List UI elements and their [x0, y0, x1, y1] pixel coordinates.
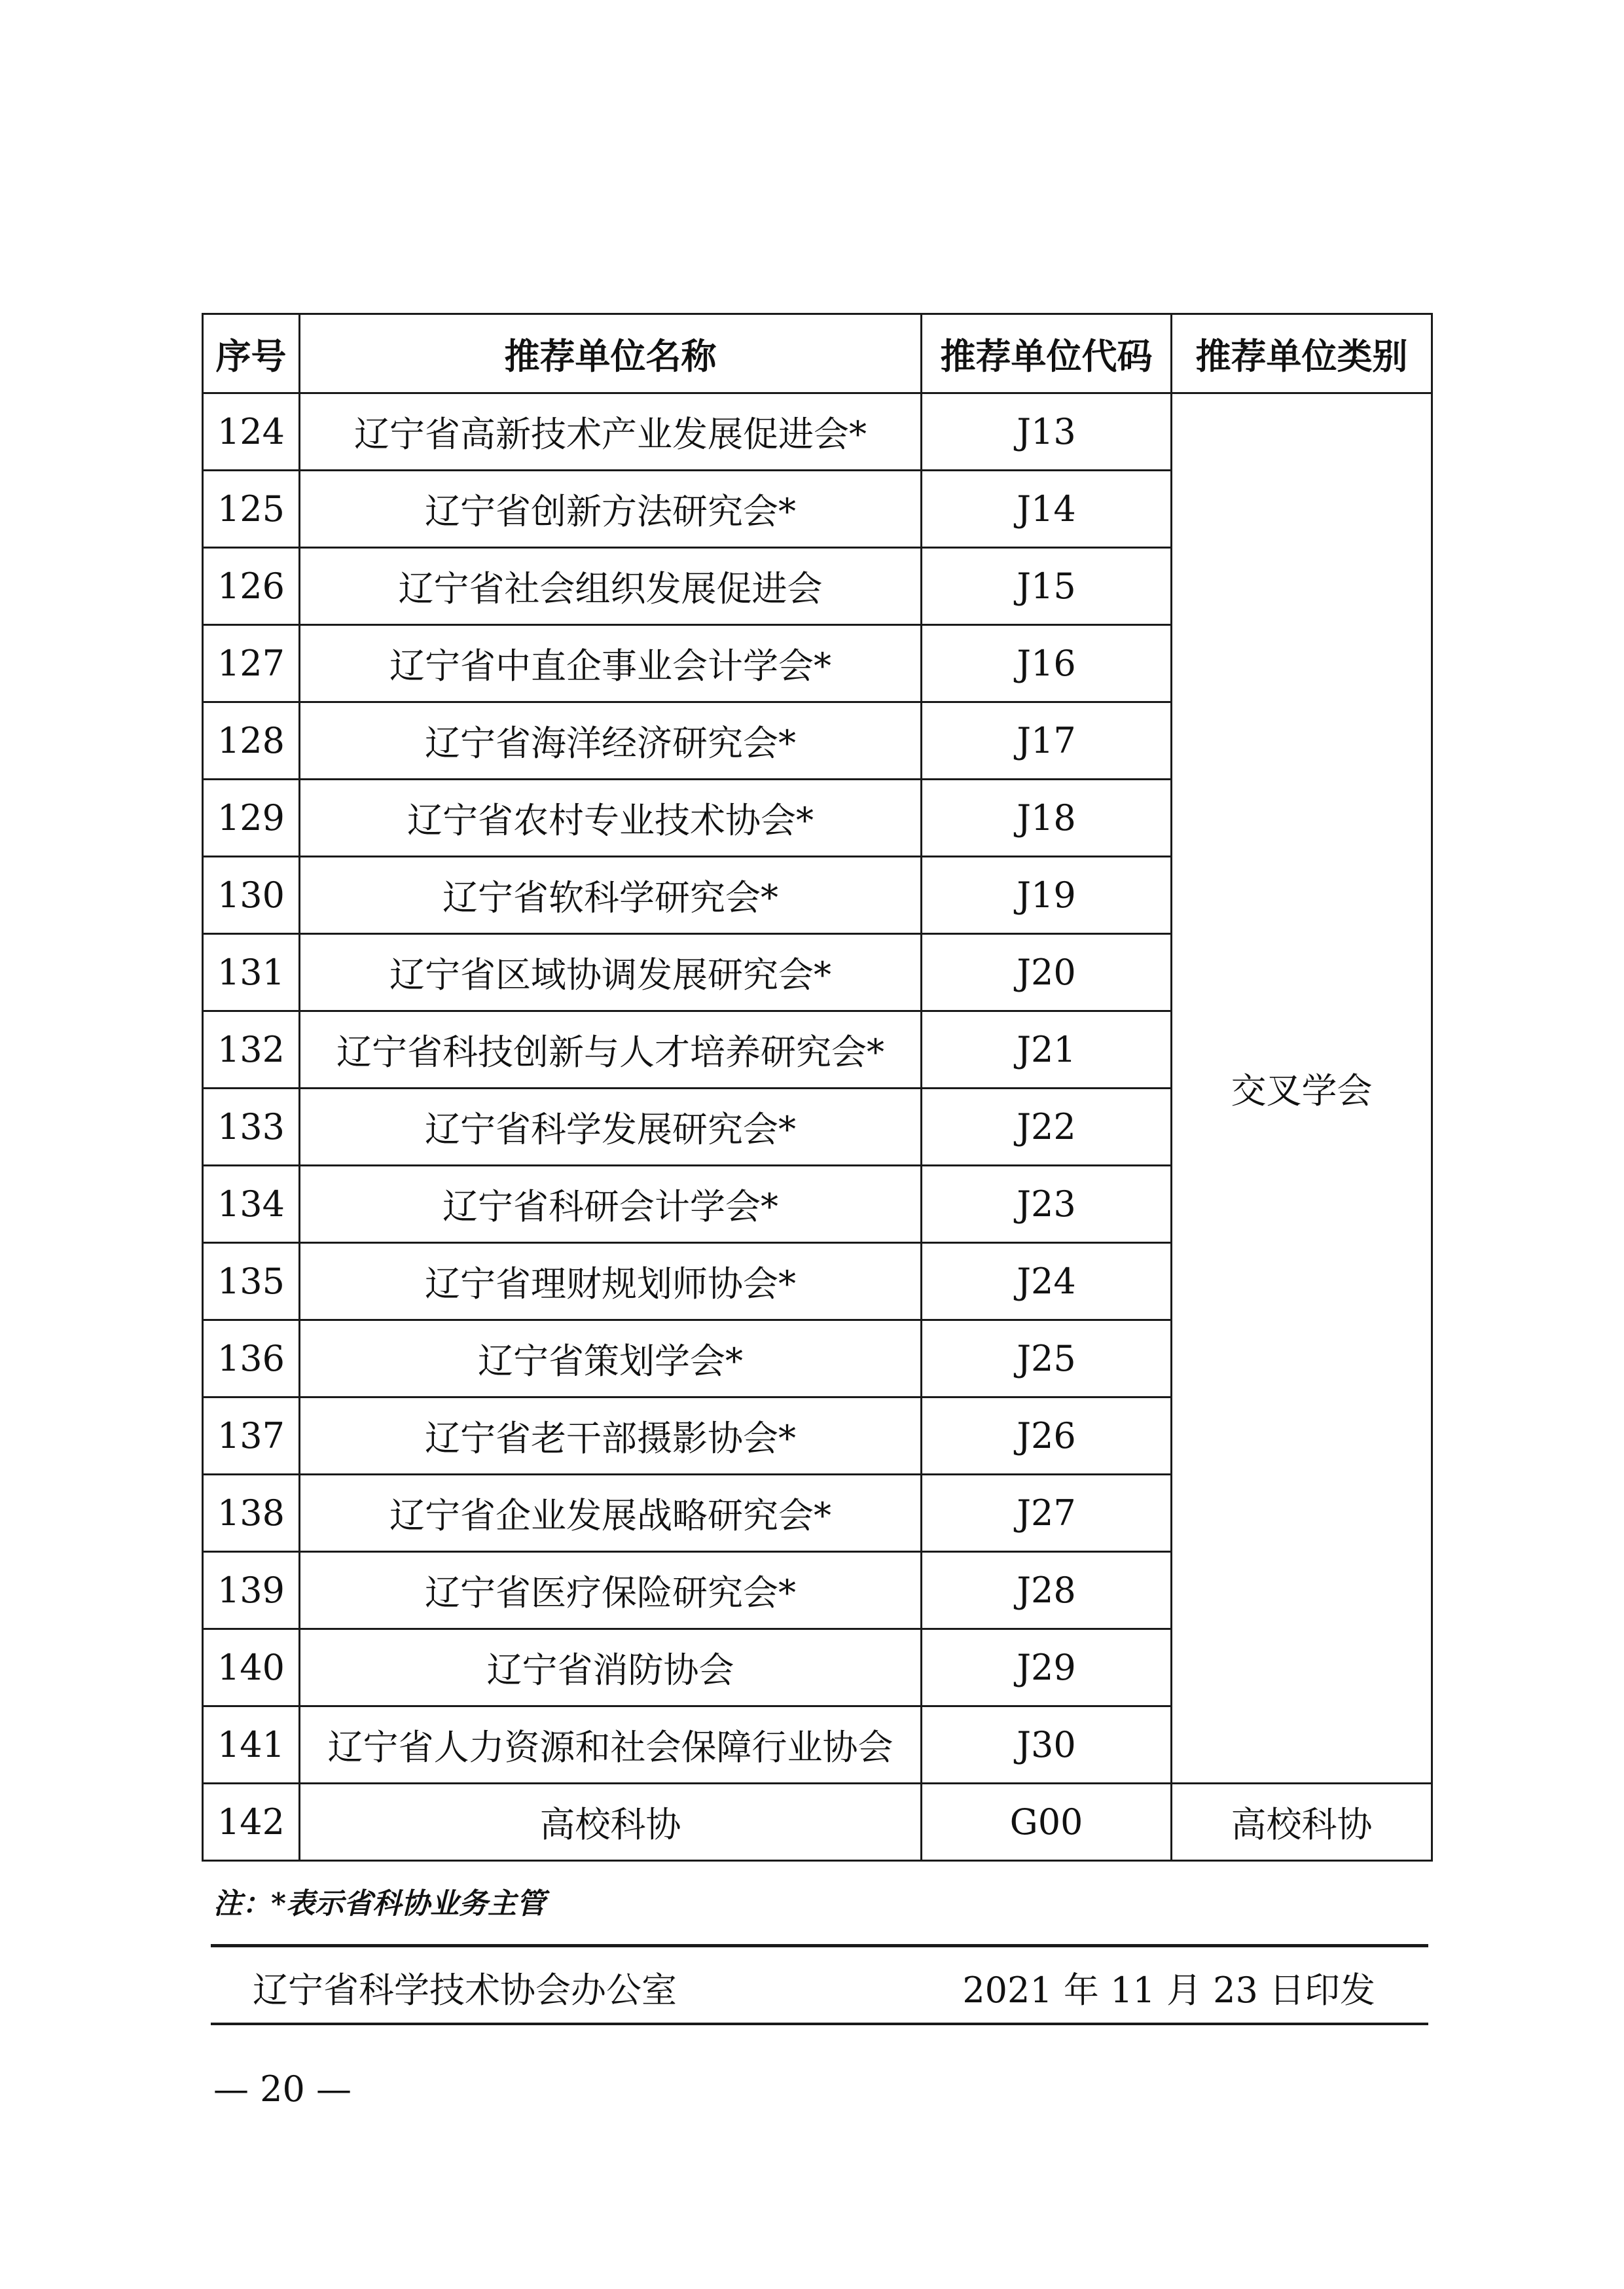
row-code: J20	[922, 934, 1172, 1011]
row-name: 辽宁省科研会计学会*	[300, 1166, 922, 1243]
row-code: J29	[922, 1629, 1172, 1706]
row-no: 140	[203, 1629, 300, 1706]
row-code: J14	[922, 471, 1172, 548]
row-no: 141	[203, 1706, 300, 1784]
row-no: 138	[203, 1475, 300, 1552]
row-no: 136	[203, 1320, 300, 1397]
row-no: 125	[203, 471, 300, 548]
row-name: 辽宁省高新技术产业发展促进会*	[300, 393, 922, 471]
row-no: 139	[203, 1552, 300, 1629]
row-code: J26	[922, 1397, 1172, 1475]
row-code: J13	[922, 393, 1172, 471]
row-no: 130	[203, 857, 300, 934]
row-name: 辽宁省理财规划师协会*	[300, 1243, 922, 1320]
row-name: 辽宁省人力资源和社会保障行业协会	[300, 1706, 922, 1784]
row-no: 133	[203, 1089, 300, 1166]
row-no: 129	[203, 780, 300, 857]
row-code: J24	[922, 1243, 1172, 1320]
row-no: 128	[203, 702, 300, 780]
row-name: 辽宁省社会组织发展促进会	[300, 548, 922, 625]
row-name: 辽宁省老干部摄影协会*	[300, 1397, 922, 1475]
row-code: J21	[922, 1011, 1172, 1089]
header-name: 推荐单位名称	[300, 314, 922, 393]
row-code: J30	[922, 1706, 1172, 1784]
row-code: J27	[922, 1475, 1172, 1552]
row-name: 辽宁省创新方法研究会*	[300, 471, 922, 548]
header-code: 推荐单位代码	[922, 314, 1172, 393]
row-no: 137	[203, 1397, 300, 1475]
row-no: 132	[203, 1011, 300, 1089]
row-name: 辽宁省中直企事业会计学会*	[300, 625, 922, 702]
row-name: 辽宁省科学发展研究会*	[300, 1089, 922, 1166]
row-code: J18	[922, 780, 1172, 857]
group-category-cell: 交叉学会	[1172, 393, 1432, 1784]
row-no: 124	[203, 393, 300, 471]
row-code: J23	[922, 1166, 1172, 1243]
row-name: 高校科协	[300, 1784, 922, 1861]
header-category: 推荐单位类别	[1172, 314, 1432, 393]
table-row	[203, 1784, 1432, 1861]
row-name: 辽宁省区域协调发展研究会*	[300, 934, 922, 1011]
row-no: 131	[203, 934, 300, 1011]
row-name: 辽宁省农村专业技术协会*	[300, 780, 922, 857]
page-number: — 20 —	[213, 2068, 352, 2110]
footer-bottom-rule	[211, 2023, 1428, 2025]
row-code: J28	[922, 1552, 1172, 1629]
row-code: J19	[922, 857, 1172, 934]
row-name: 辽宁省策划学会*	[300, 1320, 922, 1397]
issue-date: 2021 年 11 月 23 日印发	[962, 1970, 1375, 2011]
recommending-units-table	[202, 313, 1433, 1862]
header-no: 序号	[203, 314, 300, 393]
row-code: J25	[922, 1320, 1172, 1397]
row-no: 135	[203, 1243, 300, 1320]
row-name: 辽宁省企业发展战略研究会*	[300, 1475, 922, 1552]
row-code: G00	[922, 1784, 1172, 1861]
row-code: J16	[922, 625, 1172, 702]
row-no: 134	[203, 1166, 300, 1243]
table-row	[203, 393, 1432, 471]
row-no: 142	[203, 1784, 300, 1861]
row-code: J22	[922, 1089, 1172, 1166]
issuer-name: 辽宁省科学技术协会办公室	[253, 1970, 677, 2011]
row-no: 127	[203, 625, 300, 702]
table-header-row	[203, 314, 1432, 393]
row-no: 126	[203, 548, 300, 625]
row-code: J15	[922, 548, 1172, 625]
row-name: 辽宁省科技创新与人才培养研究会*	[300, 1011, 922, 1089]
row-name: 辽宁省医疗保险研究会*	[300, 1552, 922, 1629]
footer-top-rule	[211, 1944, 1428, 1947]
row-category: 高校科协	[1172, 1784, 1432, 1861]
table-body	[203, 393, 1432, 1861]
row-code: J17	[922, 702, 1172, 780]
row-name: 辽宁省软科学研究会*	[300, 857, 922, 934]
footnote: 注：*表示省科协业务主管	[213, 1887, 546, 1920]
row-name: 辽宁省消防协会	[300, 1629, 922, 1706]
row-name: 辽宁省海洋经济研究会*	[300, 702, 922, 780]
